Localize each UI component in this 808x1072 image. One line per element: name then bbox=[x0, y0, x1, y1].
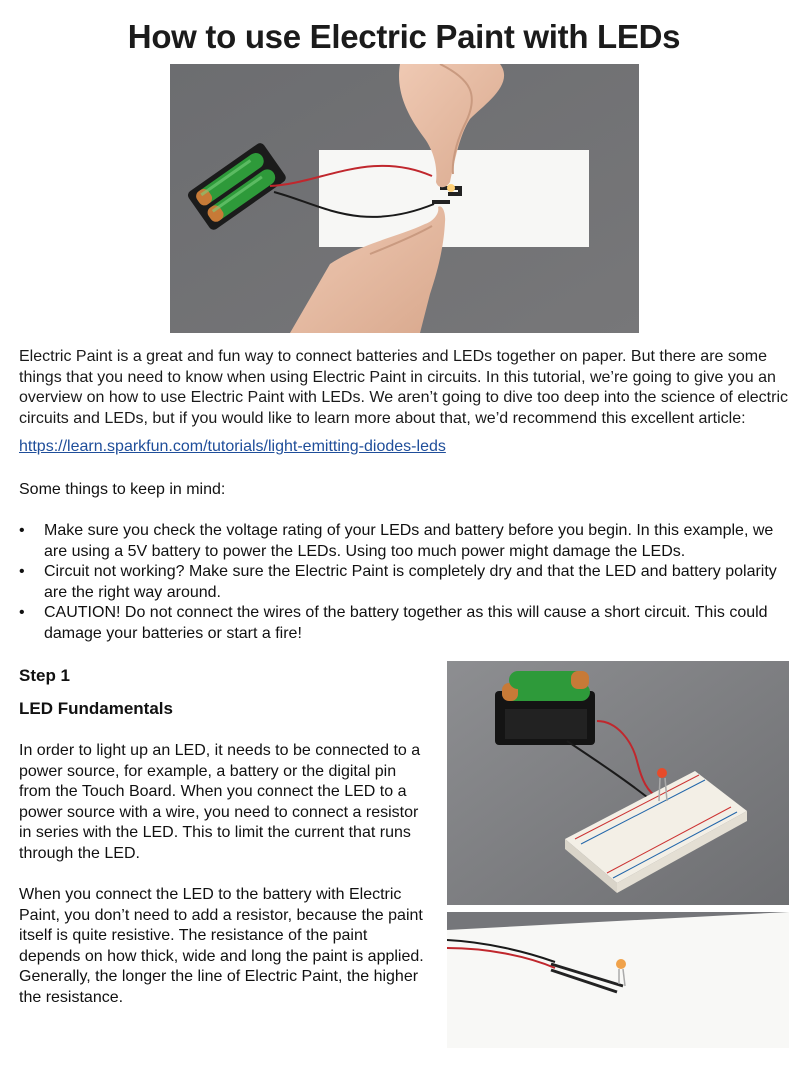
list-item bbox=[19, 562, 789, 603]
painted-led-photo bbox=[447, 912, 789, 1048]
list-item bbox=[19, 603, 789, 644]
keep-in-mind-label: Some things to keep in mind: bbox=[19, 481, 226, 498]
hero-photo bbox=[170, 64, 639, 333]
list-item-text: Make sure you check the voltage rating of your LEDs and battery before you begin. In this example, we are using a 5V battery to power the LEDs. Using too much power might damage the LEDs. bbox=[44, 522, 774, 560]
paragraph-paint-resistance: When you connect the LED to the battery with Electric Paint, you don’t need to add a resistor, because the paint itself is quite resistive. The resistance of the paint depends on how thick, wide and long the paint is applied. Generally, the longer the line of Electric Paint, the higher the resistance. bbox=[19, 886, 424, 1006]
section-heading: LED Fundamentals bbox=[19, 699, 173, 718]
bullet-marker: • bbox=[19, 563, 25, 580]
bullet-marker: • bbox=[19, 522, 25, 539]
list-item bbox=[19, 521, 789, 562]
list-item-text: CAUTION! Do not connect the wires of the battery together as this will cause a short circuit. This could damage your batteries or start a fire! bbox=[44, 604, 768, 642]
tips-list bbox=[19, 521, 789, 644]
page-title: How to use Electric Paint with LEDs bbox=[127, 18, 681, 55]
list-item-text: Circuit not working? Make sure the Electric Paint is completely dry and that the LED and battery polarity are the right way around. bbox=[44, 563, 777, 601]
bullet-marker: • bbox=[19, 604, 25, 621]
paragraph-led-basics: In order to light up an LED, it needs to be connected to a power source, for example, a battery or the digital pin from the Touch Board. When you connect the LED to a power source with a wire, you need to connect a resistor in series with the LED. This to limit the current that runs through the LED. bbox=[19, 742, 421, 862]
step-label: Step 1 bbox=[19, 666, 71, 685]
breadboard-photo bbox=[447, 661, 789, 905]
intro-paragraph: Electric Paint is a great and fun way to connect batteries and LEDs together on paper. But there are some things that you need to know when using Electric Paint in circuits. In this tutorial, we’re going to give you an overview on how to use Electric Paint with LEDs. We aren’t going to dive too deep into the science of electric circuits and LEDs, but if you would like to learn more about that, we’d recommend this excellent article: bbox=[19, 348, 788, 427]
article-link[interactable]: https://learn.sparkfun.com/tutorials/light-emitting-diodes-leds bbox=[19, 438, 446, 455]
